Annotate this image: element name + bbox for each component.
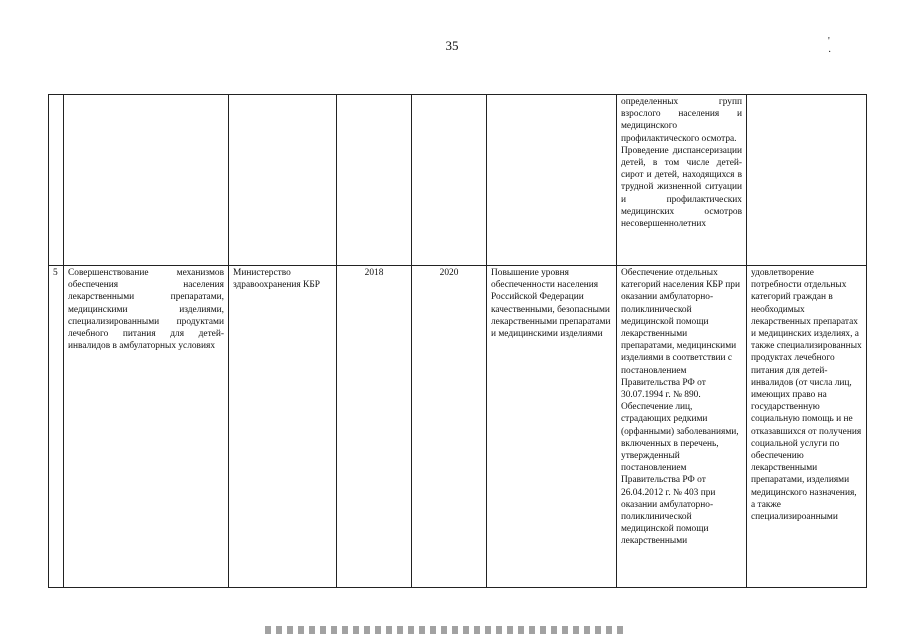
corner-marks: ' ·	[828, 36, 866, 58]
program-table	[48, 94, 867, 588]
cell-activities-prev	[617, 95, 747, 266]
page-number: 35	[445, 38, 459, 53]
footer-scan-marks	[265, 626, 625, 634]
activities-text: Обеспечение отдельных категорий населения КБР при оказании амбулаторно-поликлинической медицинской помощи лекарственными препаратами, медицинскими изделиями в соответствии с постановлением Правительства РФ от 30.07.1994 г. № 890. Обеспечение лиц, страдающих редкими (орфанными) заболеваниями, включенных в перечень, утвержденный постановлением Правительства РФ от 26.04.2012 г. № 403 при оказании амбулаторно-поликлинической медицинской помощи лекарственными	[621, 268, 741, 547]
cell-empty	[412, 95, 487, 266]
cell-empty	[747, 95, 867, 266]
cell-empty	[337, 95, 412, 266]
cell-executor: Министерство здравоохранения КБР	[229, 266, 337, 588]
cell-empty	[229, 95, 337, 266]
cell-empty	[487, 95, 617, 266]
cell-measure-name: Совершенствование механизмов обеспечения населения лекарственными препаратами, медицинскими изделиями, специализированными продуктами лечебного питания для детей-инвалидов в амбулаторных условиях	[64, 266, 229, 588]
activities-prev-line: Проведение диспансеризации детей, в том числе детей-сирот и детей, находящихся в трудной жизненной ситуации и профилактических медицинских осмотров несовершеннолетних	[621, 145, 742, 230]
cell-end-year: 2020	[412, 266, 487, 588]
cell-row-number: 5	[49, 266, 64, 588]
table-row	[49, 266, 867, 588]
cell-expected-result: Повышение уровня обеспеченности населения Российской Федерации качественными, безопасными лекарственными препаратами и медицинскими изделиями	[487, 266, 617, 588]
cell-empty	[64, 95, 229, 266]
table-row	[49, 95, 867, 266]
cell-indicator	[747, 266, 867, 588]
cell-start-year: 2018	[337, 266, 412, 588]
activities-prev-line: определенных групп взрослого населения и медицинского профилактического осмотра.	[621, 97, 742, 144]
cell-empty	[49, 95, 64, 266]
cell-activities	[617, 266, 747, 588]
indicator-text: удовлетворение потребности отдельных категорий граждан в необходимых лекарственных препаратах и медицинских изделиях, а также специализированных продуктах лечебного питания для детей-инвалидов (от числа лиц, имеющих право на государственную социальную помощь и не отказавшихся от получения социальной услуги по обеспечению лекарственными препаратами, изделиями медицинского назначения, а также специализироанными	[751, 268, 862, 523]
